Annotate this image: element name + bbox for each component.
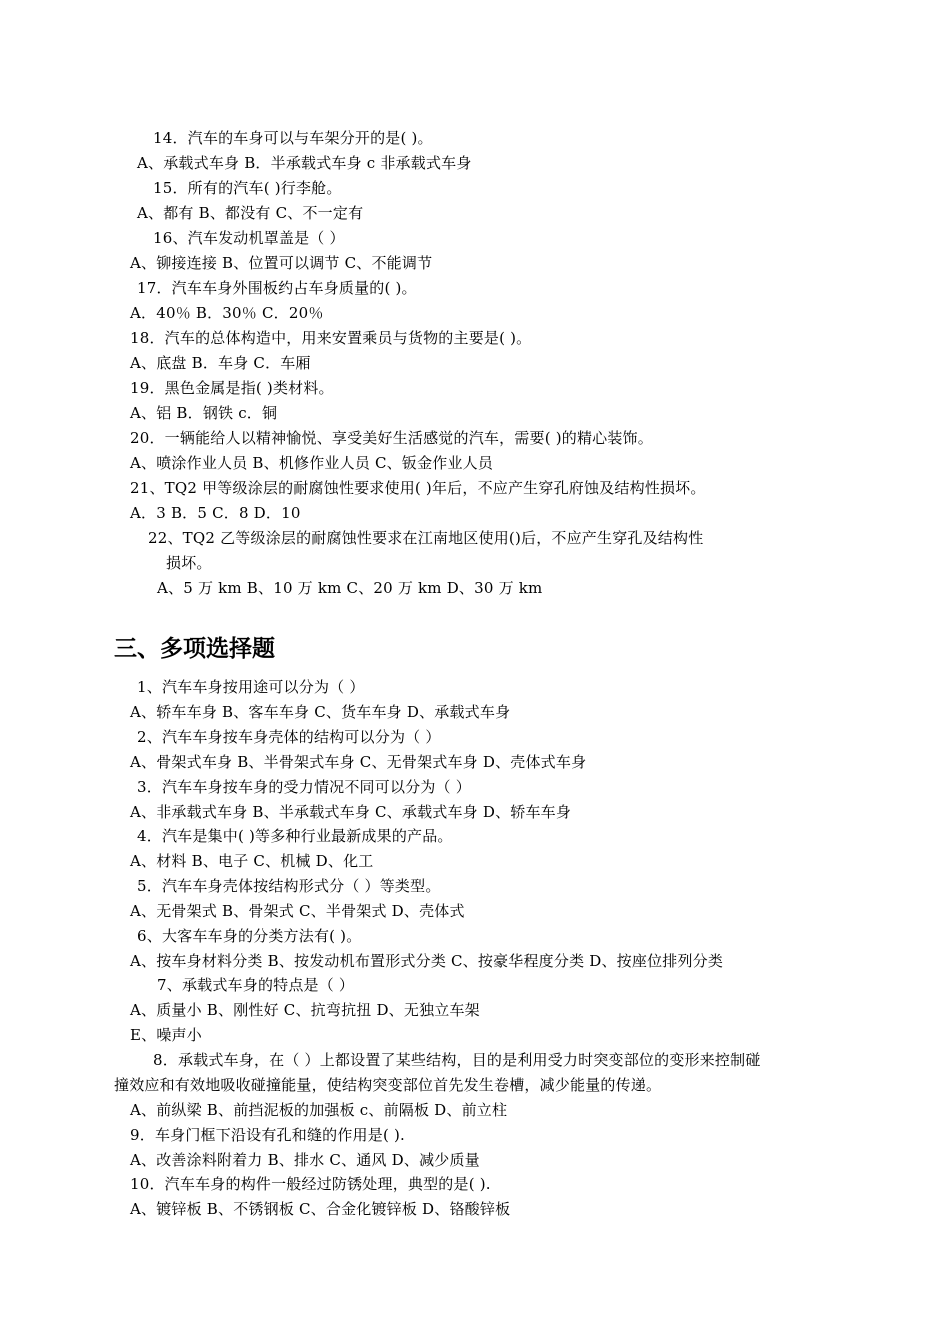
options-15: A、都有 B、都没有 C、不一定有 (137, 204, 364, 222)
mq-options-7: A、质量小 B、刚性好 C、抗弯抗扭 D、无独立车架 (130, 1001, 480, 1019)
question-14: 14．汽车的车身可以与车架分开的是( )。 (153, 129, 433, 147)
mq-3: 3．汽车车身按车身的受力情况不同可以分为（ ） (137, 778, 471, 796)
mq-options-5: A、无骨架式 B、骨架式 C、半骨架式 D、壳体式 (130, 902, 465, 920)
mq-options-7-e: E、噪声小 (130, 1026, 202, 1044)
mq-7: 7、承载式车身的特点是（ ） (157, 976, 355, 994)
options-18: A、底盘 B．车身 C．车厢 (130, 354, 311, 372)
options-19: A、铝 B．钢铁 c．铜 (130, 404, 278, 422)
question-22: 22、TQ2 乙等级涂层的耐腐蚀性要求在江南地区使用()后，不应产生穿孔及结构性 (148, 529, 704, 547)
mq-options-3: A、非承载式车身 B、半承载式车身 C、承载式车身 D、轿车车身 (130, 803, 572, 821)
mq-9: 9．车身门框下沿设有孔和缝的作用是( ). (130, 1126, 405, 1144)
question-19: 19．黑色金属是指( )类材料。 (130, 379, 334, 397)
mq-8-cont: 撞效应和有效地吸收碰撞能量，使结构突变部位首先发生卷槽，减少能量的传递。 (114, 1076, 662, 1094)
question-15: 15．所有的汽车( )行李舱。 (153, 179, 342, 197)
question-20: 20．一辆能给人以精神愉悦、享受美好生活感觉的汽车，需要( )的精心装饰。 (130, 429, 653, 447)
mq-1: 1、汽车车身按用途可以分为（ ） (137, 678, 365, 696)
question-18: 18．汽车的总体构造中，用来安置乘员与货物的主要是( )。 (130, 329, 532, 347)
mq-4: 4．汽车是集中( )等多种行业最新成果的产品。 (137, 827, 453, 845)
mq-options-10: A、镀锌板 B、不锈钢板 C、合金化镀锌板 D、铬酸锌板 (130, 1200, 511, 1218)
mq-options-4: A、材料 B、电子 C、机械 D、化工 (130, 852, 374, 870)
question-17: 17．汽车车身外围板约占车身质量的( )。 (137, 279, 417, 297)
mq-options-1: A、轿车车身 B、客车车身 C、货车车身 D、承载式车身 (130, 703, 511, 721)
options-16: A、铆接连接 B、位置可以调节 C、不能调节 (130, 254, 433, 272)
mq-options-6: A、按车身材料分类 B、按发动机布置形式分类 C、按豪华程度分类 D、按座位排列分类 (130, 952, 724, 970)
mq-options-2: A、骨架式车身 B、半骨架式车身 C、无骨架式车身 D、壳体式车身 (130, 753, 587, 771)
mq-2: 2、汽车车身按车身壳体的结构可以分为（ ） (137, 728, 441, 746)
options-21: A．3 B．5 C．8 D．10 (130, 504, 301, 522)
question-16: 16、汽车发动机罩盖是（ ） (153, 229, 345, 247)
mq-options-9: A、改善涂料附着力 B、排水 C、通风 D、减少质量 (130, 1151, 480, 1169)
options-22: A、5 万 km B、10 万 km C、20 万 km D、30 万 km (157, 579, 543, 597)
mq-6: 6、大客车车身的分类方法有( )。 (137, 927, 362, 945)
options-17: A．40％ B．30％ C．20％ (130, 304, 324, 322)
mq-options-8: A、前纵梁 B、前挡泥板的加强板 c、前隔板 D、前立柱 (130, 1101, 508, 1119)
section-heading: 三、多项选择题 (114, 636, 275, 662)
options-20: A、喷涂作业人员 B、机修作业人员 C、钣金作业人员 (130, 454, 494, 472)
mq-5: 5．汽车车身壳体按结构形式分（ ）等类型。 (137, 877, 441, 895)
mq-10: 10．汽车车身的构件一般经过防锈处理，典型的是( ). (130, 1175, 491, 1193)
mq-8: 8．承载式车身，在（ ）上都设置了某些结构，目的是利用受力时突变部位的变形来控制碰 (153, 1051, 761, 1069)
question-22-cont: 损坏。 (166, 554, 212, 572)
question-21: 21、TQ2 甲等级涂层的耐腐蚀性要求使用( )年后，不应产生穿孔府蚀及结构性损坏。 (130, 479, 706, 497)
options-14: A、承载式车身 B．半承载式车身 c 非承载式车身 (137, 154, 472, 172)
